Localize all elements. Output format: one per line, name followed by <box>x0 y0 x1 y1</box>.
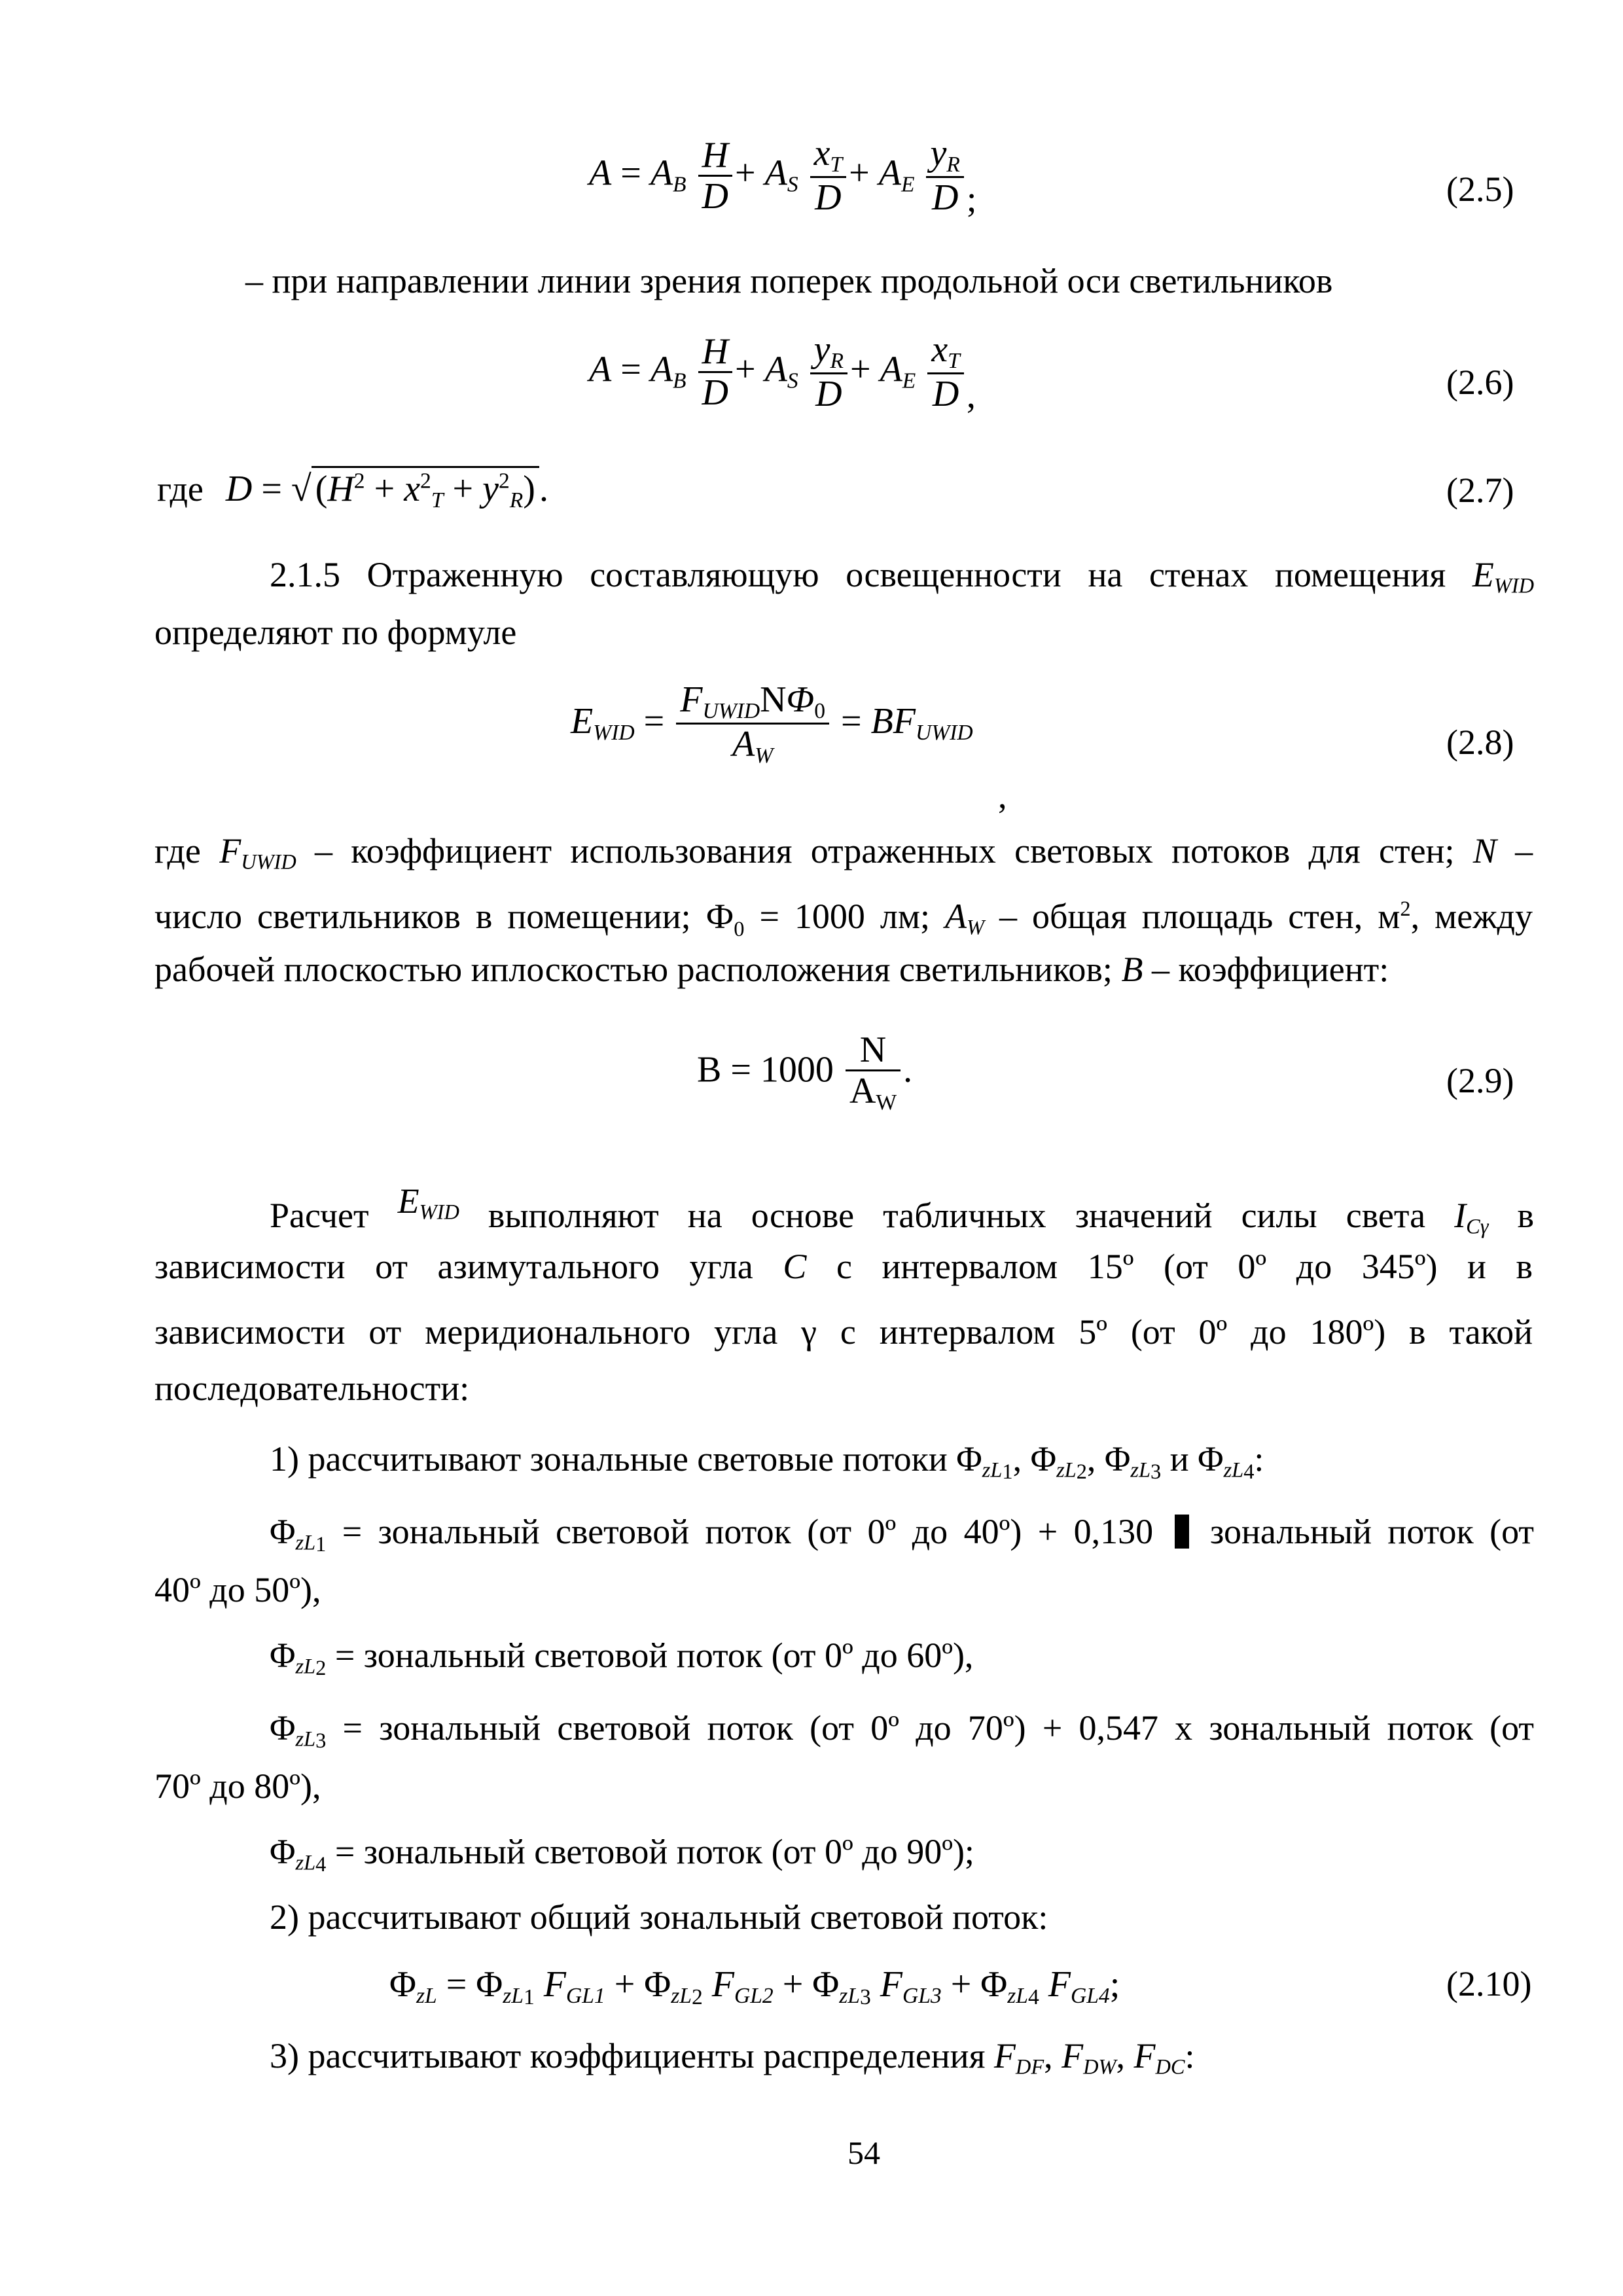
calc-paragraph-line3: зависимости от меридионального угла γ с интервалом 5º (от 0º до 180º) в такой <box>154 1312 1533 1352</box>
calc-text: с интервалом 15º (от 0º до 345º) и в <box>836 1247 1533 1286</box>
phi-text: = зональный световой поток (от 0º до 70º) + 0,547 х зональный поток (от <box>342 1708 1534 1748</box>
calc-text: в <box>1517 1196 1535 1235</box>
where-text: – коэффициент: <box>1151 950 1389 989</box>
step-3: 3) рассчитывают коэффициенты распределения $F_{DF}$, $F_{DW}$, $F_{DC}$: <box>270 2036 1195 2079</box>
calc-text: Расчет <box>270 1196 369 1235</box>
equation-number: (2.9) <box>1446 1061 1514 1100</box>
where-label: где <box>157 469 204 509</box>
where-text: – общая площадь стен, м <box>999 897 1400 936</box>
where-text: , между <box>1410 897 1533 936</box>
equation-numerator: N <box>859 1030 887 1070</box>
equation-2-9 <box>697 1031 912 1115</box>
equation-denominator-sub: W <box>876 1090 897 1115</box>
calc-paragraph-line2: зависимости от азимутального угла C с интервалом 15º (от 0º до 345º) и в <box>154 1247 1533 1286</box>
phi-text: = зональный световой поток (от 0º до 60º), <box>334 1636 974 1675</box>
calc-paragraph-line4: последовательности: <box>154 1369 470 1408</box>
calc-text: зависимости от азимутального угла <box>154 1247 753 1286</box>
phi-text: зональный поток (от <box>1210 1512 1535 1551</box>
step-text: 1) рассчитывают зональные световые потоки <box>270 1439 948 1479</box>
redaction-block <box>1175 1515 1189 1549</box>
equation-number: (2.10) <box>1446 1964 1532 2003</box>
phi-text: = зональный световой поток (от 0º до 40º) + 0,130 <box>342 1512 1154 1551</box>
paragraph-text: 2.1.5 Отраженную составляющую освещенности на стенах помещения <box>270 555 1446 594</box>
equation-2-6: $A = A_B$ $\frac{H}{D}$ + $A_S$ $\frac{y_R}{D}$ + $A_E$ $\frac{x_T}{D}$ , <box>589 329 976 416</box>
where-paragraph-line3: рабочей плоскостью иплоскостью расположения светильников; B – коэффициент: <box>154 950 1389 989</box>
equation-number: (2.8) <box>1446 723 1514 762</box>
equation-2-10: $\Phi_{zL} = \Phi_{zL1}$ $F_{GL1} + \Phi_{zL2}$ $F_{GL2} + \Phi_{zL3}$ $F_{GL3} + \Phi_{zL4}$ $F_{GL4}$; <box>389 1964 1120 2010</box>
calc-paragraph-line1: Расчет $E_{WID}$ выполняют на основе табличных значений силы света $I_{C\gamma}$ в <box>270 1181 1535 1239</box>
equation-number: (2.6) <box>1446 363 1514 402</box>
phi-zl3-line2: 70º до 80º), <box>154 1767 321 1806</box>
phi-zl1-line2: 40º до 50º), <box>154 1570 321 1609</box>
where-text: – коэффициент использования отраженных световых потоков для стен; <box>315 831 1455 870</box>
equation-tail: . <box>903 1049 913 1090</box>
equation-tail: , <box>998 776 1007 816</box>
phi-text: = зональный световой поток (от 0º до 90º); <box>334 1832 974 1871</box>
where-text: где <box>154 831 201 870</box>
where-text: – <box>1515 831 1533 870</box>
where-text: = 1000 лм; <box>759 897 931 936</box>
step-2: 2) рассчитывают общий зональный световой поток: <box>270 1897 1048 1937</box>
where-text: рабочей плоскостью иплоскостью расположения светильников; <box>154 950 1113 989</box>
where-text: число светильников в помещении; Ф <box>154 897 734 936</box>
equation-tail: ; <box>966 179 977 220</box>
where-paragraph-line2: число светильников в помещении; $Ф_0 = 1000$ лм; $A_W$ – общая площадь стен, $м^2$, между <box>154 897 1533 941</box>
step-text: 3) рассчитывают коэффициенты распределения <box>270 2036 986 2075</box>
step-1: 1) рассчитывают зональные световые потоки $\Phi_{zL1}$, $\Phi_{zL2}$, $\Phi_{zL3}$ и $\Phi_{zL4}$: <box>270 1439 1264 1484</box>
equation-denominator: A <box>849 1070 876 1111</box>
equation-tail: . <box>539 469 548 509</box>
equation-number: (2.5) <box>1446 170 1514 209</box>
paragraph-2-1-5-line2: определяют по формуле <box>154 613 517 652</box>
equation-2-7: где D = √ $(H^2 + x^2_T + y^2_R)$ . <box>157 466 548 513</box>
phi-zl3-line1: $\Phi_{zL3}$ = зональный световой поток (от 0º до 70º) + 0,547 х зональный поток (от <box>270 1708 1534 1753</box>
where-paragraph-line1: где $F_{UWID}$ – коэффициент использования отраженных световых потоков для стен; N – <box>154 831 1533 874</box>
equation-2-8: $E_{WID}$ = $\frac{F_{UWID}N\Phi_0}{A_W}$ = $BF_{UWID}$ <box>571 679 973 768</box>
equation-tail: , <box>966 375 976 416</box>
page-number: 54 <box>847 2134 880 2171</box>
paragraph-2-1-5-line1: 2.1.5 Отраженную составляющую освещенности на стенах помещения $E_{WID}$ <box>270 555 1534 598</box>
phi-zl2: $\Phi_{zL2}$ = зональный световой поток (от 0º до 60º), <box>270 1636 974 1680</box>
calc-text: выполняют на основе табличных значений силы света <box>488 1196 1426 1235</box>
equation-lhs: B = 1000 <box>697 1049 834 1090</box>
equation-2-5: $A = A_B$ $\frac{H}{D}$ + $A_S$ $\frac{x_T}{D}$ + $A_E$ $\frac{y_R}{D}$ ; <box>589 133 977 220</box>
phi-zl4: $\Phi_{zL4}$ = зональный световой поток (от 0º до 90º); <box>270 1832 974 1876</box>
direction-line: – при направлении линии зрения поперек продольной оси светильников <box>245 261 1333 300</box>
equation-number: (2.7) <box>1446 471 1514 510</box>
phi-zl1-line1: $\Phi_{zL1}$ = зональный световой поток (от 0º до 40º) + 0,130 зональный поток (от <box>270 1512 1535 1556</box>
